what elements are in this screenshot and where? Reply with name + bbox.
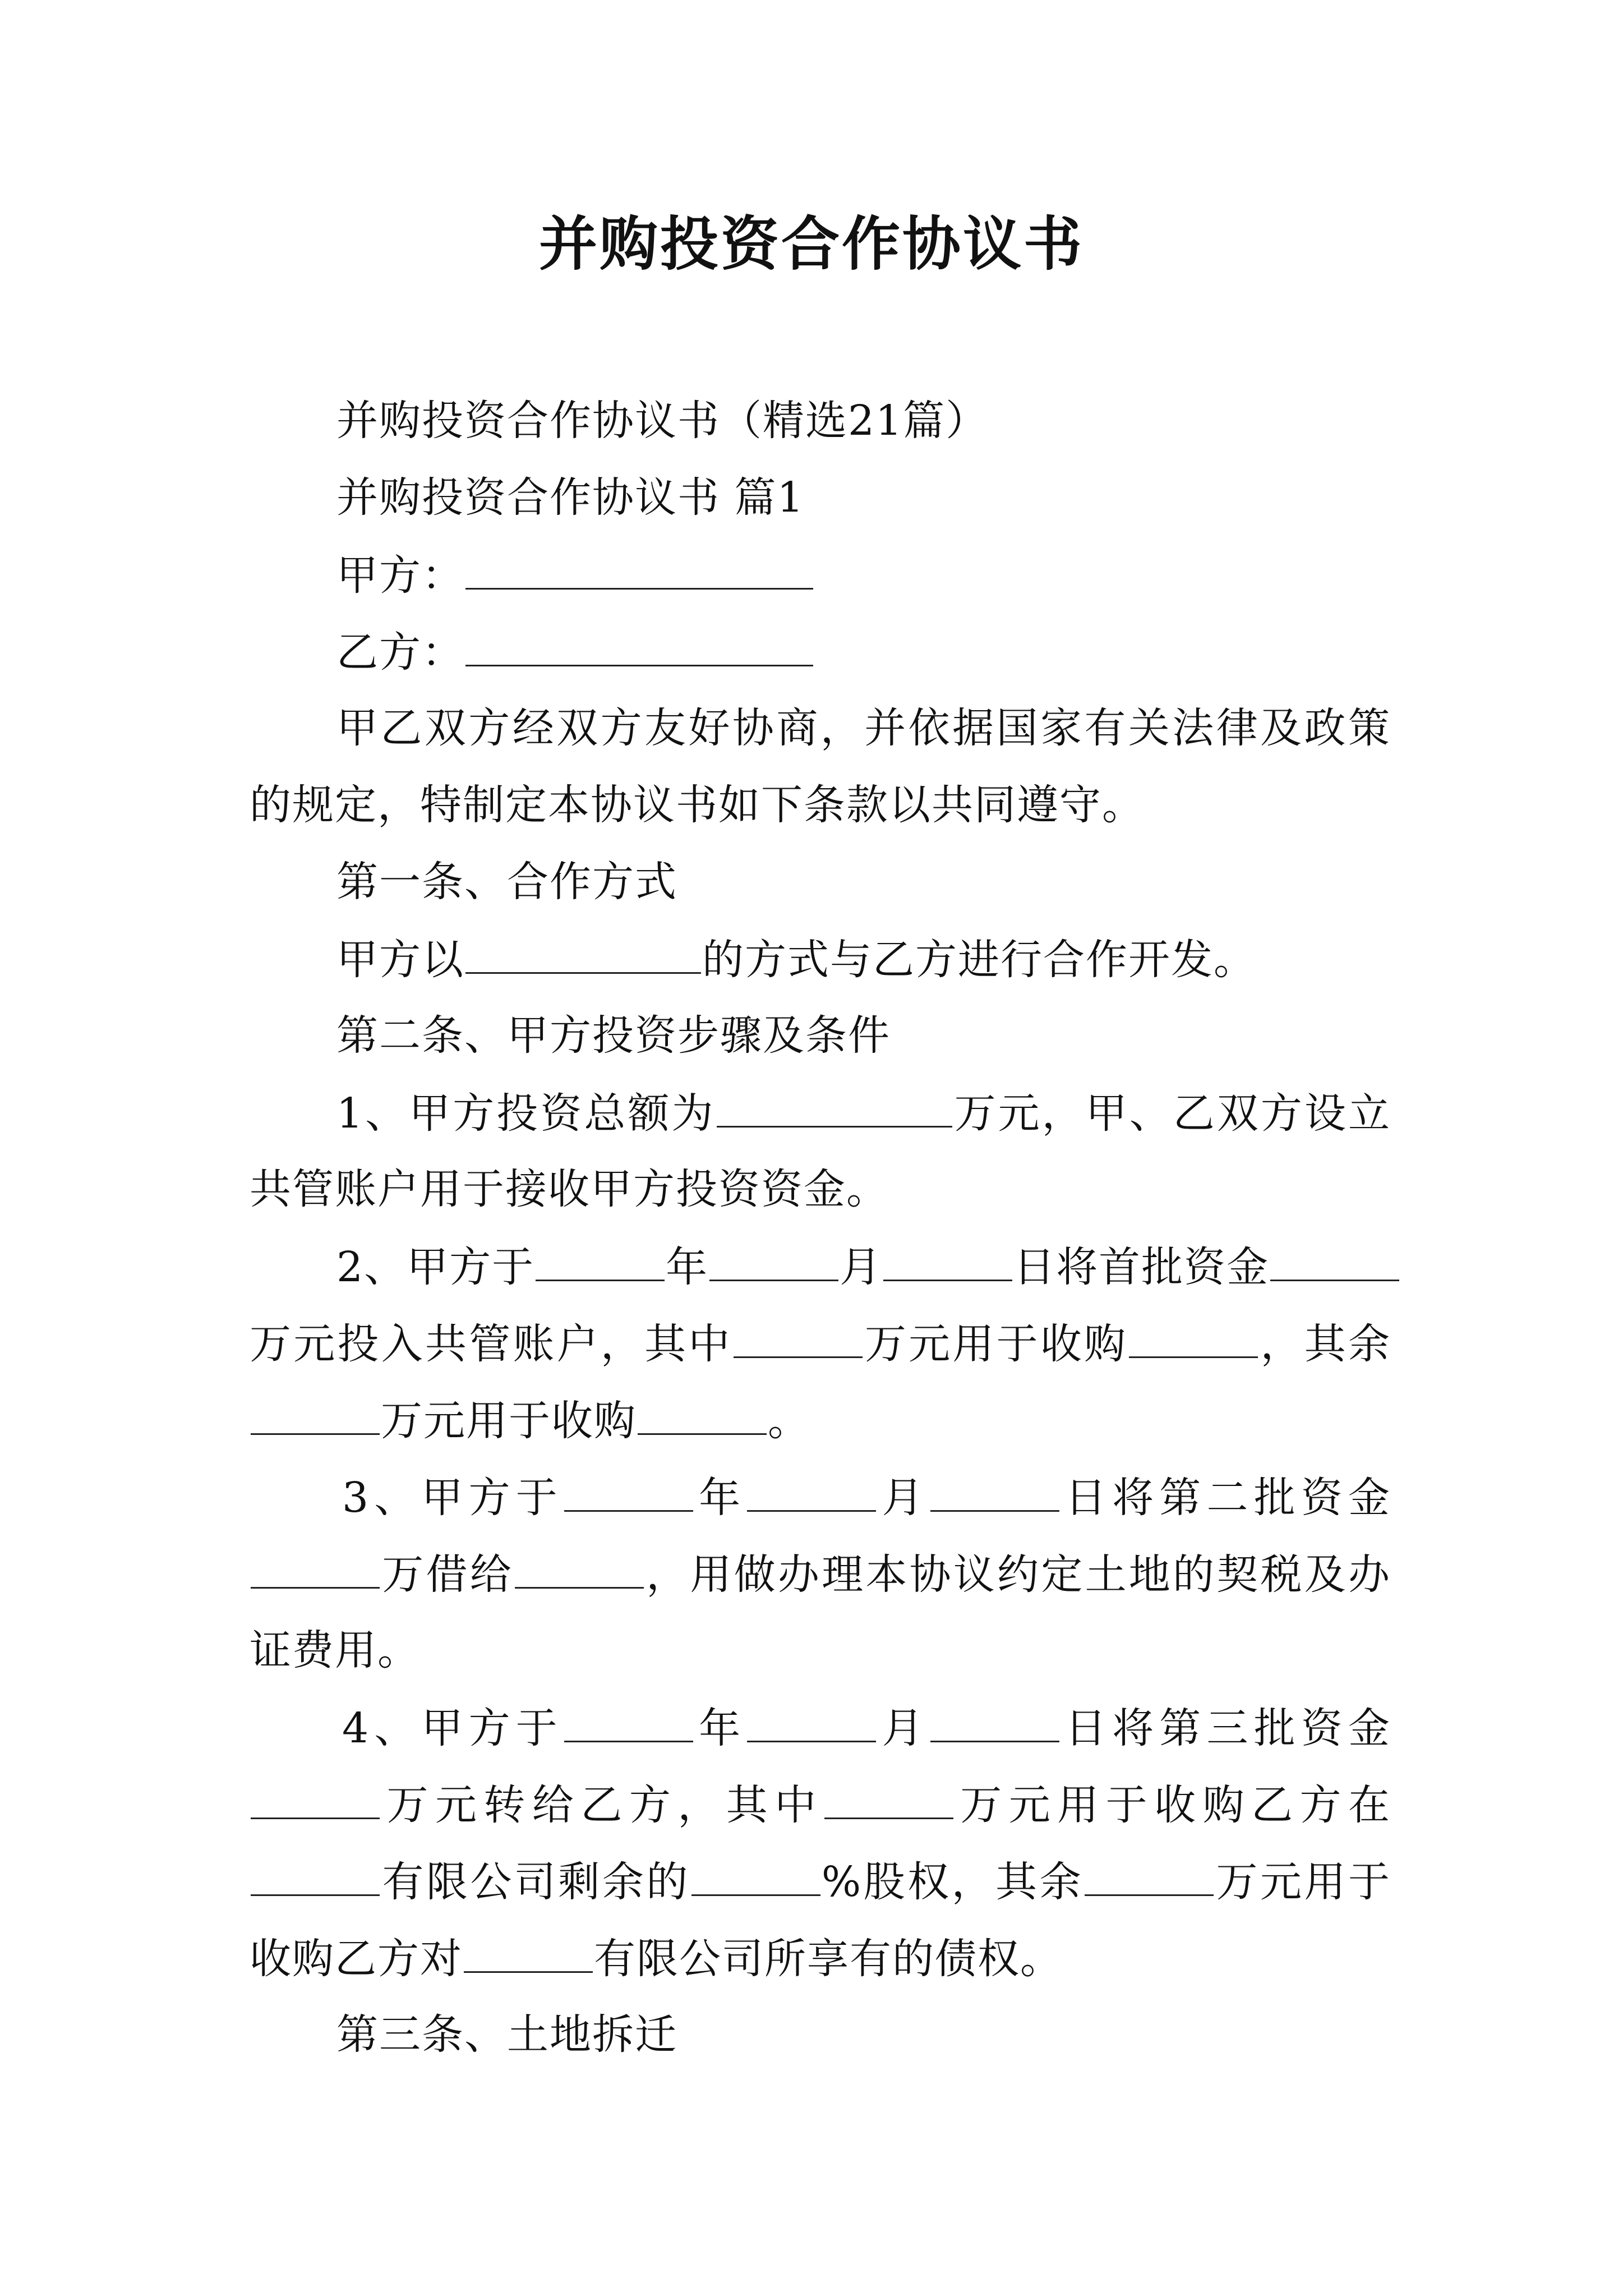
intro-line-2: 的规定，特制定本协议书如下条款以共同遵守。	[250, 781, 1145, 829]
item3-text-b: 年	[694, 1474, 746, 1522]
article1-text-after: 的方式与乙方进行合作开发。	[702, 936, 1256, 984]
item4-day-blank	[930, 1699, 1059, 1742]
party-b-blank	[465, 623, 813, 666]
item1-text-a: 1、甲方投资总额为	[336, 1089, 716, 1138]
party-b-line	[336, 623, 814, 680]
item2-target-blank	[1129, 1315, 1258, 1358]
party-b-label: 乙方：	[336, 628, 464, 677]
item2-text-c: 月	[840, 1243, 883, 1291]
article1-text-before: 甲方以	[336, 936, 464, 984]
item3-text-a: 3、甲方于	[342, 1474, 563, 1522]
item2-text-e: 万元投入共管账户，其中	[250, 1320, 732, 1368]
item2-text-a: 2、甲方于	[336, 1243, 535, 1291]
item4-text-j: 收购乙方对	[250, 1935, 463, 1983]
party-a-line	[336, 546, 814, 604]
item2-part-blank	[734, 1315, 863, 1358]
item2-text-i: 。	[768, 1397, 810, 1445]
item2-rest-blank	[251, 1392, 380, 1435]
investment-total-blank	[717, 1084, 952, 1128]
item4-text-k: 有限公司所享有的债权。	[594, 1935, 1063, 1983]
item2-text-d: 日将首批资金	[1013, 1243, 1270, 1291]
item4-line-3	[250, 1853, 1391, 1910]
item3-text-c: 月	[877, 1474, 929, 1522]
item3-text-d: 日将第二批资金	[1060, 1474, 1391, 1522]
item4-text-f: 万元用于收购乙方在	[954, 1781, 1391, 1829]
item3-text-f: ，用做办理本协议约定土地的契税及办	[644, 1550, 1391, 1599]
cooperation-method-blank	[465, 931, 701, 974]
section-heading: 并购投资合作协议书 篇1	[336, 473, 805, 522]
document-title: 并购投资合作协议书	[538, 209, 1084, 278]
item1-line-2: 共管账户用于接收甲方投资资金。	[250, 1165, 889, 1213]
item4-line-4	[250, 1930, 1063, 1987]
item3-amount-blank	[251, 1545, 380, 1589]
article3-heading: 第三条、土地拆迁	[336, 2010, 677, 2059]
item4-part-blank	[824, 1776, 953, 1819]
item3-line-2	[250, 1545, 1391, 1603]
item3-line-1	[342, 1469, 1391, 1526]
item3-line-3: 证费用。	[250, 1626, 420, 1674]
item2-rest-target-blank	[638, 1392, 767, 1435]
item2-text-f: 万元用于收购	[863, 1320, 1128, 1368]
item2-amount-blank	[1270, 1238, 1399, 1281]
item1-text-b: 万元，甲、乙双方设立	[953, 1089, 1391, 1138]
item4-text-i: 万元用于	[1215, 1858, 1391, 1906]
item4-month-blank	[747, 1699, 876, 1742]
item2-text-h: 万元用于收购	[381, 1397, 637, 1445]
item4-year-blank	[564, 1699, 693, 1742]
item4-text-d: 日将第三批资金	[1060, 1704, 1391, 1752]
item4-amount-blank	[251, 1776, 380, 1819]
item3-month-blank	[747, 1469, 876, 1512]
item4-text-h: %股权，其余	[821, 1858, 1084, 1906]
item4-line-2	[250, 1776, 1391, 1833]
item3-day-blank	[930, 1469, 1059, 1512]
party-a-blank	[465, 546, 813, 590]
item4-debt-company-blank	[464, 1930, 593, 1973]
item3-borrower-blank	[515, 1545, 644, 1589]
article1-heading: 第一条、合作方式	[336, 858, 677, 906]
item4-rest-blank	[1085, 1853, 1214, 1896]
item4-text-b: 年	[694, 1704, 746, 1752]
item2-line-3	[250, 1392, 810, 1449]
item4-percent-blank	[691, 1853, 820, 1896]
item3-text-e: 万借给	[381, 1550, 514, 1599]
item4-text-c: 月	[877, 1704, 929, 1752]
item2-text-g: ，其余	[1259, 1320, 1391, 1368]
item2-year-blank	[536, 1238, 665, 1281]
item2-line-2	[250, 1315, 1391, 1372]
document-subtitle: 并购投资合作协议书（精选21篇）	[336, 397, 989, 445]
item4-company-blank	[251, 1853, 380, 1896]
item2-day-blank	[883, 1238, 1012, 1281]
item2-month-blank	[709, 1238, 838, 1281]
article2-heading: 第二条、甲方投资步骤及条件	[336, 1011, 891, 1060]
article1-text	[336, 931, 1256, 988]
item4-line-1	[342, 1699, 1391, 1756]
intro-line-1: 甲乙双方经双方友好协商，并依据国家有关法律及政策	[336, 704, 1391, 752]
item1-line-1	[336, 1084, 1391, 1142]
item4-text-g: 有限公司剩余的	[381, 1858, 690, 1906]
item2-text-b: 年	[666, 1243, 709, 1291]
item4-text-e: 万元转给乙方，其中	[381, 1781, 823, 1829]
party-a-label: 甲方：	[336, 551, 464, 600]
item4-text-a: 4、甲方于	[342, 1704, 563, 1752]
item3-year-blank	[564, 1469, 693, 1512]
item2-line-1	[336, 1238, 1391, 1295]
